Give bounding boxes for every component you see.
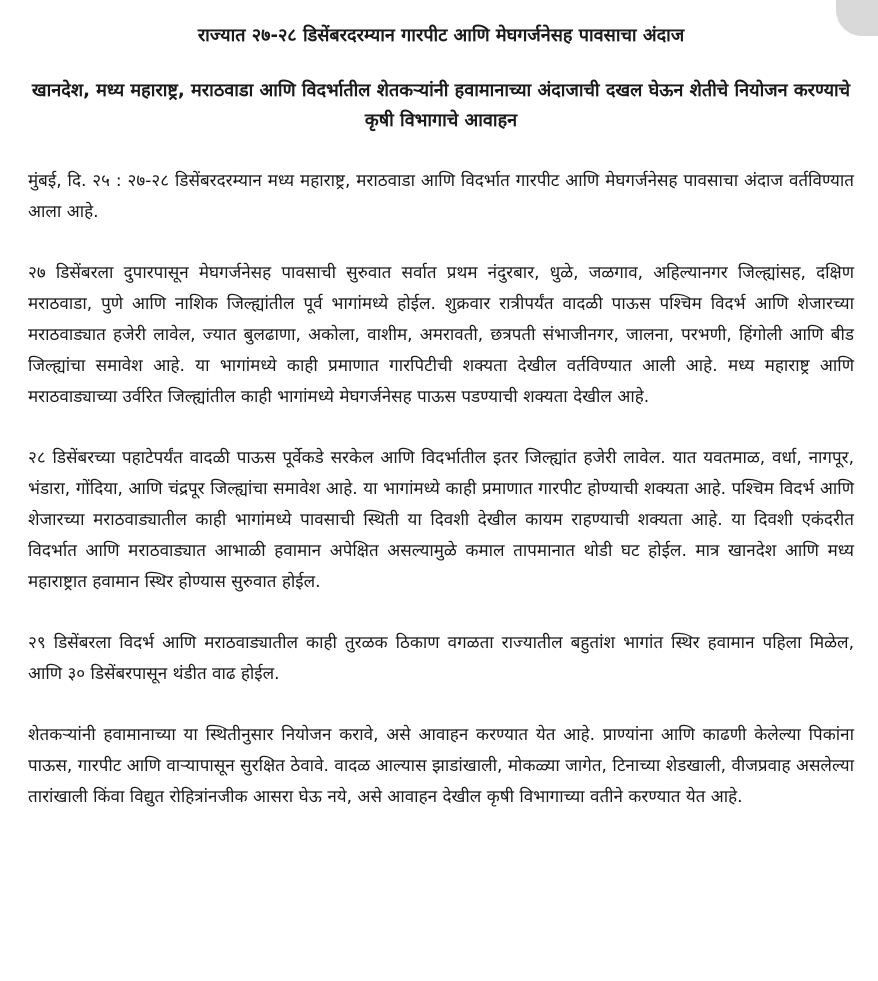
paragraph-advisory: शेतकऱ्यांनी हवामानाच्या या स्थितीनुसार नियोजन करावे, असे आवाहन करण्यात येत आहे. प्राण्यांना आणि काढणी केलेल्या पिकांना पाऊस, गारपीट आणि वाऱ्यापासून सुरक्षित ठेवावे. वादळ आल्यास झाडांखाली, मोकळ्या जागेत, टिनाच्या शेडखाली, वीजप्रवाह असलेल्या तारांखाली किंवा विद्युत रोहित्रांनजीक आसरा घेऊ नये, असे आवाहन देखील कृषी विभागाच्या वतीने करण्यात येत आहे.	[28, 725, 854, 807]
page-subtitle: खानदेश, मध्य महाराष्ट्र, मराठवाडा आणि विदर्भातील शेतकऱ्यांनी हवामानाच्या अंदाजाची दखल घेऊन शेतीचे नियोजन करण्याचे कृषी विभागाचे आवाहन	[31, 80, 851, 131]
paragraph-28-december: २८ डिसेंबरच्या पहाटेपर्यंत वादळी पाऊस पूर्वेकडे सरकेल आणि विदर्भातील इतर जिल्ह्यांत हजेरी लावेल. यात यवतमाळ, वर्धा, नागपूर, भंडारा, गोंदिया, आणि चंद्रपूर जिल्ह्यांचा समावेश आहे. या भागांमध्ये काही प्रमाणात गारपीट होण्याची शक्यता आहे. पश्चिम विदर्भ आणि शेजारच्या मराठवाड्यातील काही भागांमध्ये पावसाची स्थिती या दिवशी देखील कायम राहण्याची शक्यता आहे. या दिवशी एकंदरीत विदर्भात आणि मराठवाड्यात आभाळी हवामान अपेक्षित असल्यामुळे कमाल तापमानात थोडी घट होईल. मात्र खानदेश आणि मध्य महाराष्ट्रात हवामान स्थिर होण्यास सुरुवात होईल.	[28, 448, 854, 592]
paragraph-27-december: २७ डिसेंबरला दुपारपासून मेघगर्जनेसह पावसाची सुरुवात सर्वात प्रथम नंदुरबार, धुळे, जळगाव, अहिल्यानगर जिल्ह्यांसह, दक्षिण मराठवाडा, पुणे आणि नाशिक जिल्ह्यांतील पूर्व भागांमध्ये होईल. शुक्रवार रात्रीपर्यंत वादळी पाऊस पश्चिम विदर्भ आणि शेजारच्या मराठवाड्यात हजेरी लावेल, ज्यात बुलढाणा, अकोला, वाशीम, अमरावती, छत्रपती संभाजीनगर, जालना, परभणी, हिंगोली आणि बीड जिल्ह्यांचा समावेश आहे. या भागांमध्ये काही प्रमाणात गारपिटीची शक्यता देखील वर्तविण्यात आली आहे. मध्य महाराष्ट्र आणि मराठवाड्याच्या उर्वरित जिल्ह्यांतील काही भागांमध्ये मेघगर्जनेसह पाऊस पडण्याची शक्यता देखील आहे.	[28, 263, 854, 407]
page-title: राज्यात २७-२८ डिसेंबरदरम्यान गारपीट आणि मेघगर्जनेसह पावसाचा अंदाज	[197, 25, 685, 46]
paragraph-intro: मुंबई, दि. २५ : २७-२८ डिसेंबरदरम्यान मध्य महाराष्ट्र, मराठवाडा आणि विदर्भात गारपीट आणि मेघगर्जनेसह पावसाचा अंदाज वर्तविण्यात आला आहे.	[28, 171, 854, 222]
paragraph-29-december: २९ डिसेंबरला विदर्भ आणि मराठवाड्यातील काही तुरळक ठिकाण वगळता राज्यातील बहुतांश भागांत स्थिर हवामान पहिला मिळेल, आणि ३० डिसेंबरपासून थंडीत वाढ होईल.	[28, 633, 854, 684]
press-release	[28, 22, 854, 813]
